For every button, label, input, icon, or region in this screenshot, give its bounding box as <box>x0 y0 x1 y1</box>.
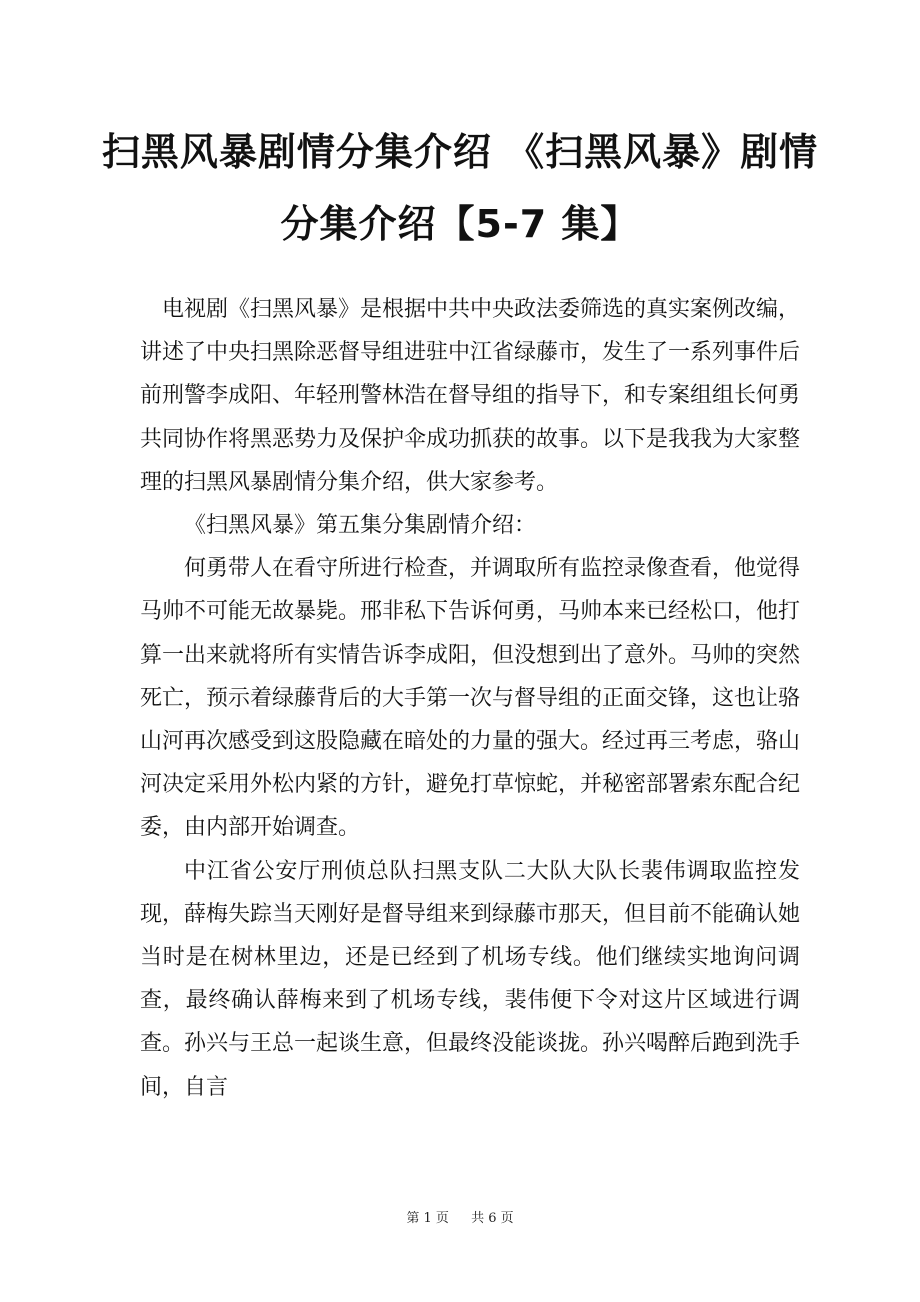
page-total: 共 6 页 <box>471 1211 514 1226</box>
episode-5-paragraph-2: 中江省公安厅刑侦总队扫黑支队二大队大队长裴伟调取监控发现，薛梅失踪当天刚好是督导组来到绿藤市那天，但目前不能确认她当时是在树林里边，还是已经到了机场专线。他们继续实地询问调查，最终确认薛梅来到了机场专线，裴伟便下令对这片区域进行调查。孙兴与王总一起谈生意，但最终没能谈拢。孙兴喝醉后跑到洗手间，自言 <box>140 858 801 1100</box>
document-title-line-1: 扫黑风暴剧情分集介绍 《扫黑风暴》剧情 <box>101 130 819 174</box>
document-body <box>140 288 800 1109</box>
episode-5-paragraph-1: 何勇带人在看守所进行检查，并调取所有监控录像查看，他觉得马帅不可能无故暴毙。邢非私下告诉何勇，马帅本来已经松口，他打算一出来就将所有实情告诉李成阳，但没想到出了意外。马帅的突然死亡，预示着绿藤背后的大手第一次与督导组的正面交锋，这也让骆山河再次感受到这股隐藏在暗处的力量的强大。经过再三考虑，骆山河决定采用外松内紧的方针，避免打草惊蛇，并秘密部署索东配合纪委，由内部开始调查。 <box>140 556 801 841</box>
page-footer <box>0 1207 920 1226</box>
intro-paragraph: 电视剧《扫黑风暴》是根据中共中央政法委筛选的真实案例改编，讲述了中央扫黑除恶督导组进驻中江省绿藤市，发生了一系列事件后前刑警李成阳、年轻刑警林浩在督导组的指导下，和专案组组长何勇共同协作将黑恶势力及保护伞成功抓获的故事。以下是我我为大家整理的扫黑风暴剧情分集介绍，供大家参考。 <box>140 297 801 495</box>
page-number: 第 1 页 <box>406 1211 449 1226</box>
episode-5-heading: 《扫黑风暴》第五集分集剧情介绍： <box>184 513 537 539</box>
document-title-line-2: 分集介绍【5-7 集】 <box>280 202 640 246</box>
